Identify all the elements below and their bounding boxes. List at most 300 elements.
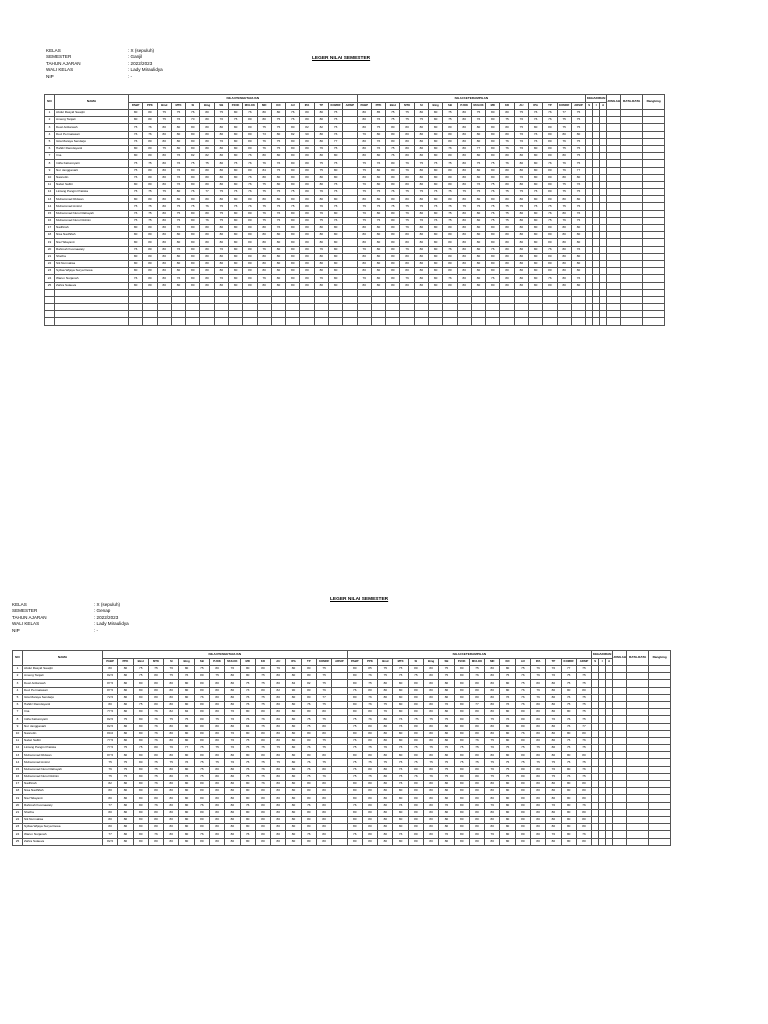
cell-nilai-pengetahuan: 80 (271, 110, 285, 117)
cell-empty (300, 296, 314, 303)
cell-nilai-pengetahuan: 80 (225, 781, 240, 788)
cell-empty (300, 289, 314, 296)
cell-nilai-pengetahuan: 80 (186, 232, 200, 239)
cell-nilai-pengetahuan: 80 (171, 189, 185, 196)
cell-nilai-pengetahuan: 80 (240, 809, 255, 816)
cell-nilai-keterampilan: 75 (443, 110, 457, 117)
cell-nilai-pengetahuan: 80 (316, 795, 331, 802)
cell-nilai-keterampilan: 75 (528, 189, 542, 196)
cell-nilai-keterampilan: 80 (400, 124, 414, 131)
cell-nilai-keterampilan: 80 (557, 268, 571, 275)
cell-nilai-pengetahuan: 82 (200, 153, 214, 160)
cell-nilai-keterampilan: 80 (500, 795, 515, 802)
cell-empty (314, 304, 328, 311)
cell-nilai-keterampilan: 80 (347, 694, 362, 701)
cell-nilai-keterampilan: 80 (514, 232, 528, 239)
table-row (45, 110, 665, 117)
cell-empty (300, 304, 314, 311)
cell-nilai-keterampilan: 80 (408, 737, 423, 744)
cell-empty (300, 311, 314, 318)
cell-empty (592, 709, 599, 716)
cell-nilai-keterampilan: 80 (424, 809, 439, 816)
cell-nilai-keterampilan: 80 (469, 752, 484, 759)
cell-nilai-keterampilan: 80 (443, 282, 457, 289)
cell-empty (186, 304, 200, 311)
cell-nilai-keterampilan: 80 (408, 666, 423, 673)
cell-nilai-pengetahuan: 75 (286, 189, 300, 196)
cell-nilai-pengetahuan: 75 (209, 673, 224, 680)
cell-empty (613, 781, 627, 788)
cell-empty (649, 824, 671, 831)
cell-nilai-keterampilan: 75 (571, 160, 585, 167)
cell-nilai-keterampilan: 80 (378, 694, 393, 701)
cell-empty (471, 318, 485, 325)
cell-nilai-keterampilan: 80 (486, 131, 500, 138)
cell-nilai-keterampilan: 80 (514, 260, 528, 267)
cell-nilai-keterampilan: 76 (485, 766, 500, 773)
cell-nilai-pengetahuan: 76 (314, 203, 328, 210)
cell-nilai-keterampilan: 80 (486, 225, 500, 232)
cell-nilai-pengetahuan: 80 (271, 766, 286, 773)
cell-nilai-keterampilan: 76 (400, 210, 414, 217)
header-subject: ARSIP (576, 659, 591, 666)
cell-nilai-pengetahuan: 75 (143, 160, 157, 167)
cell-nilai-pengetahuan: 80 (200, 124, 214, 131)
cell-empty (643, 225, 665, 232)
cell-nilai-pengetahuan: 80 (171, 232, 185, 239)
cell-empty (286, 296, 300, 303)
cell-nilai-pengetahuan: 80 (200, 174, 214, 181)
cell-nilai-keterampilan: 80 (454, 680, 469, 687)
cell-empty (592, 666, 599, 673)
cell-empty (606, 824, 613, 831)
cell-empty (600, 318, 607, 325)
cell-nilai-pengetahuan: 80 (286, 795, 301, 802)
cell-nilai-pengetahuan: 80 (271, 246, 285, 253)
cell-nilai-pengetahuan: 80 (200, 260, 214, 267)
cell-empty (200, 296, 214, 303)
table-row (13, 723, 671, 730)
cell-nilai-keterampilan: 80 (454, 773, 469, 780)
cell-nilai-pengetahuan: 80 (194, 752, 209, 759)
cell-empty (643, 289, 665, 296)
cell-nilai-keterampilan: 80 (515, 809, 530, 816)
cell-nilai-keterampilan: 80 (543, 189, 557, 196)
cell-nilai-keterampilan: 80 (557, 232, 571, 239)
cell-nilai-pengetahuan: 80 (286, 253, 300, 260)
cell-nilai-pengetahuan: 80 (194, 730, 209, 737)
cell-nilai-pengetahuan (343, 131, 357, 138)
cell-nilai-pengetahuan: 80 (209, 723, 224, 730)
cell-nilai-keterampilan: 77 (561, 666, 576, 673)
cell-nilai-pengetahuan: 75 (194, 745, 209, 752)
cell-nilai-pengetahuan: 80 (240, 730, 255, 737)
cell-nilai-keterampilan: 80 (454, 816, 469, 823)
cell-nilai-pengetahuan: 80 (257, 282, 271, 289)
cell-empty (600, 124, 607, 131)
cell-nilai-pengetahuan (343, 239, 357, 246)
cell-nilai-pengetahuan: 75 (255, 723, 270, 730)
cell-nilai-keterampilan: 76 (362, 701, 377, 708)
cell-no: 19 (13, 795, 23, 802)
cell-no: 5 (13, 694, 23, 701)
cell-empty (613, 759, 627, 766)
cell-nilai-keterampilan: 80 (457, 138, 471, 145)
cell-nilai-keterampilan: 75 (429, 160, 443, 167)
cell-nilai-keterampilan: 80 (357, 117, 371, 124)
cell-empty (500, 311, 514, 318)
cell-nilai-pengetahuan (343, 160, 357, 167)
cell-nilai-keterampilan: 80 (378, 773, 393, 780)
header-subject: Bing (424, 659, 439, 666)
cell-nilai-keterampilan: 80 (386, 239, 400, 246)
cell-nilai-pengetahuan: 80 (314, 153, 328, 160)
cell-nilai-pengetahuan: 75 (255, 673, 270, 680)
cell-nilai-pengetahuan: 80 (286, 260, 300, 267)
cell-nilai-pengetahuan: 80 (255, 752, 270, 759)
cell-nilai-keterampilan: 80 (457, 145, 471, 152)
cell-nilai-keterampilan: 80 (386, 268, 400, 275)
cell-nilai-keterampilan: 75 (557, 145, 571, 152)
cell-nilai-pengetahuan: 80 (118, 673, 133, 680)
cell-empty (643, 210, 665, 217)
cell-nilai-keterampilan: 75 (514, 189, 528, 196)
cell-nilai-pengetahuan: 80 (255, 788, 270, 795)
cell-nilai-keterampilan: 80 (515, 716, 530, 723)
cell-nilai-keterampilan: 80 (414, 124, 428, 131)
table-row (13, 766, 671, 773)
table-row (13, 809, 671, 816)
header-subject: ARSIP (343, 103, 357, 110)
cell-nilai-keterampilan: 76 (485, 831, 500, 838)
header-rangking: Rangking (643, 95, 665, 110)
cell-nilai-pengetahuan: 80 (301, 788, 316, 795)
cell-nilai-keterampilan: 80 (347, 838, 362, 845)
cell-nilai-keterampilan: 75 (561, 673, 576, 680)
table-row (45, 232, 665, 239)
cell-nilai-keterampilan: 80 (386, 138, 400, 145)
cell-nilai-keterampilan: 80 (486, 174, 500, 181)
cell-nilai-keterampilan: 75 (386, 117, 400, 124)
cell-nilai-keterampilan: 80 (528, 253, 542, 260)
cell-empty (600, 153, 607, 160)
cell-nilai-pengetahuan: 80 (328, 260, 342, 267)
cell-nilai-keterampilan: 80 (515, 824, 530, 831)
cell-nilai-pengetahuan: 80 (228, 232, 242, 239)
cell-nilai-keterampilan: 80 (439, 809, 454, 816)
cell-nilai-keterampilan: 80 (457, 282, 471, 289)
cell-nilai-keterampilan: 76 (528, 117, 542, 124)
cell-empty (586, 232, 593, 239)
header-subject: TP (314, 103, 328, 110)
header-subject: TP (543, 103, 557, 110)
cell-empty (528, 296, 542, 303)
cell-nilai-pengetahuan: 80 (171, 268, 185, 275)
header-subject: PPK (143, 103, 157, 110)
info-value: : 2022/2023 (94, 614, 119, 620)
cell-nilai-keterampilan: 80 (561, 824, 576, 831)
cell-nilai-keterampilan: 80 (393, 795, 408, 802)
cell-nilai-keterampilan: 80 (429, 253, 443, 260)
cell-nilai-keterampilan: 80 (500, 680, 515, 687)
cell-nama: Nasrudin (55, 174, 129, 181)
cell-nilai-pengetahuan: 75 (314, 160, 328, 167)
cell-nilai-pengetahuan: 76 (171, 275, 185, 282)
cell-empty (371, 289, 385, 296)
cell-empty (643, 282, 665, 289)
cell-nilai-pengetahuan: 76 (143, 124, 157, 131)
cell-nama: Hafidz Ramdayanti (23, 701, 103, 708)
cell-nilai-keterampilan: 80 (347, 781, 362, 788)
cell-empty (643, 110, 665, 117)
cell-nama: Nur Jangganarti (55, 167, 129, 174)
cell-empty (607, 246, 621, 253)
cell-nilai-keterampilan: 80 (471, 124, 485, 131)
cell-nilai-pengetahuan: 76 (148, 781, 163, 788)
cell-nilai-pengetahuan: 80 (300, 282, 314, 289)
cell-nilai-pengetahuan: 80 (271, 275, 285, 282)
cell-nilai-pengetahuan: 82 (286, 131, 300, 138)
cell-nilai-pengetahuan: 80 (286, 167, 300, 174)
cell-nilai-pengetahuan: 80 (186, 196, 200, 203)
cell-nilai-keterampilan: 80 (557, 153, 571, 160)
cell-empty (607, 217, 621, 224)
cell-nilai-pengetahuan: 80 (328, 167, 342, 174)
cell-nilai-keterampilan: 80 (557, 225, 571, 232)
info-label: KELAS (12, 602, 27, 607)
cell-nilai-pengetahuan: 80 (271, 131, 285, 138)
header-subject: PABP (103, 659, 118, 666)
cell-nilai-keterampilan: 80 (408, 752, 423, 759)
cell-empty (543, 296, 557, 303)
cell-empty (613, 816, 627, 823)
header-nilai-keterampilan: NILAI KETERAMPILAN (357, 95, 586, 103)
cell-empty (607, 174, 621, 181)
cell-nilai-pengetahuan: 77 (179, 745, 194, 752)
cell-nilai-keterampilan: 76 (485, 745, 500, 752)
cell-empty (621, 167, 643, 174)
cell-nilai-pengetahuan: 76 (171, 153, 185, 160)
cell-empty (586, 196, 593, 203)
cell-nilai-keterampilan: 80 (408, 709, 423, 716)
cell-nilai-pengetahuan: 80 (328, 282, 342, 289)
cell-no: 25 (45, 282, 55, 289)
cell-nilai-keterampilan: 75 (571, 153, 585, 160)
cell-nilai-pengetahuan (332, 709, 347, 716)
cell-nilai-pengetahuan: 80 (103, 816, 118, 823)
cell-nilai-pengetahuan: 80 (186, 138, 200, 145)
header-subject: AU (271, 659, 286, 666)
cell-nilai-pengetahuan: 76 (214, 138, 228, 145)
cell-nilai-keterampilan: 80 (424, 723, 439, 730)
header-subject: Bind (386, 103, 400, 110)
info-label: TAHUN AJARAN (12, 614, 47, 620)
cell-nilai-pengetahuan: 76 (286, 110, 300, 117)
cell-nilai-keterampilan: 80 (571, 196, 585, 203)
cell-nilai-pengetahuan: 75 (271, 217, 285, 224)
cell-nilai-keterampilan: 76 (515, 673, 530, 680)
cell-nilai-pengetahuan: 80 (286, 275, 300, 282)
cell-empty (593, 160, 600, 167)
cell-nilai-pengetahuan: 70 (214, 117, 228, 124)
cell-empty (143, 318, 157, 325)
cell-nilai-pengetahuan: 76 (171, 160, 185, 167)
cell-nama: Nabel Safitri (55, 181, 129, 188)
cell-nilai-keterampilan: 80 (514, 181, 528, 188)
cell-nilai-pengetahuan: 76 (314, 189, 328, 196)
cell-nilai-keterampilan: 80 (530, 766, 545, 773)
cell-nilai-pengetahuan: 80 (316, 809, 331, 816)
cell-nilai-pengetahuan: 80 (286, 730, 301, 737)
cell-empty (643, 117, 665, 124)
header-kehadiran: KEHADIRAN (586, 95, 607, 103)
header-subject: PJOK (209, 659, 224, 666)
cell-nilai-keterampilan: 80 (546, 816, 561, 823)
table-row (13, 745, 671, 752)
header-subject: SI (164, 659, 179, 666)
cell-nilai-keterampilan: 80 (530, 831, 545, 838)
cell-nilai-keterampilan: 80 (546, 838, 561, 845)
cell-nilai-pengetahuan: 75 (118, 716, 133, 723)
cell-nilai-pengetahuan: 76 (148, 737, 163, 744)
cell-empty (621, 318, 643, 325)
cell-nilai-keterampilan: 80 (414, 138, 428, 145)
cell-no: 6 (45, 145, 55, 152)
cell-empty (649, 716, 671, 723)
cell-nilai-keterampilan: 80 (543, 145, 557, 152)
cell-nilai-pengetahuan: 80 (164, 766, 179, 773)
cell-nilai-keterampilan: 80 (454, 752, 469, 759)
sheet-title: LEGER NILAI SEMESTER (312, 56, 371, 61)
cell-nilai-keterampilan: 80 (457, 110, 471, 117)
cell-nilai-pengetahuan: 80 (209, 809, 224, 816)
cell-nilai-pengetahuan: 80 (148, 788, 163, 795)
cell-nilai-pengetahuan: 80 (301, 781, 316, 788)
cell-no: 15 (13, 766, 23, 773)
cell-nilai-keterampilan: 80 (408, 687, 423, 694)
cell-no: 21 (13, 809, 23, 816)
cell-nilai-pengetahuan: 80 (240, 795, 255, 802)
cell-nilai-keterampilan: 76 (486, 275, 500, 282)
cell-empty (627, 752, 649, 759)
cell-empty (606, 701, 613, 708)
cell-empty (621, 196, 643, 203)
cell-empty (606, 752, 613, 759)
cell-empty (607, 160, 621, 167)
cell-nilai-pengetahuan: 80 (271, 802, 286, 809)
cell-empty (643, 260, 665, 267)
cell-nilai-keterampilan: 80 (408, 795, 423, 802)
cell-nilai-keterampilan: 75 (576, 701, 591, 708)
cell-nilai-pengetahuan: 80 (194, 788, 209, 795)
cell-empty (599, 838, 606, 845)
cell-no: 20 (45, 246, 55, 253)
cell-empty (607, 239, 621, 246)
cell-nilai-keterampilan: 80 (457, 153, 471, 160)
cell-empty (286, 311, 300, 318)
cell-nilai-pengetahuan: 75 (214, 217, 228, 224)
cell-nilai-pengetahuan: 75 (171, 110, 185, 117)
cell-nilai-keterampilan: 80 (515, 773, 530, 780)
cell-nilai-pengetahuan: 80 (148, 745, 163, 752)
cell-nilai-keterampilan: 76 (500, 160, 514, 167)
cell-nilai-pengetahuan: 80 (240, 709, 255, 716)
cell-no: 12 (45, 189, 55, 196)
cell-nama: Muhammad Ridwan (23, 752, 103, 759)
cell-empty (514, 318, 528, 325)
cell-empty (606, 666, 613, 673)
cell-empty (543, 311, 557, 318)
cell-nilai-keterampilan: 80 (378, 723, 393, 730)
cell-nilai-pengetahuan: 76 (225, 666, 240, 673)
cell-nilai-pengetahuan: 75 (129, 124, 143, 131)
cell-nilai-pengetahuan: 76 (257, 275, 271, 282)
cell-nilai-keterampilan: 75 (439, 773, 454, 780)
cell-nilai-pengetahuan: 80 (243, 131, 257, 138)
cell-nilai-keterampilan: 75 (576, 673, 591, 680)
cell-empty (443, 318, 457, 325)
cell-nilai-keterampilan: 80 (500, 260, 514, 267)
table-row (13, 795, 671, 802)
cell-empty (606, 795, 613, 802)
cell-nilai-pengetahuan: 75 (194, 759, 209, 766)
cell-empty (643, 246, 665, 253)
header-subject: SB (439, 659, 454, 666)
cell-nilai-pengetahuan: 80 (228, 124, 242, 131)
cell-empty (649, 666, 671, 673)
cell-empty (593, 260, 600, 267)
cell-nilai-keterampilan: 80 (469, 723, 484, 730)
cell-empty (649, 709, 671, 716)
cell-empty (557, 304, 571, 311)
cell-empty (271, 304, 285, 311)
cell-nilai-keterampilan: 80 (393, 816, 408, 823)
cell-nilai-pengetahuan: 80 (214, 282, 228, 289)
cell-nilai-pengetahuan: 80 (143, 196, 157, 203)
header-row-subjects (13, 659, 671, 666)
cell-nilai-keterampilan: 76 (515, 701, 530, 708)
cell-empty (649, 730, 671, 737)
cell-nilai-pengetahuan: 82 (314, 124, 328, 131)
cell-nilai-pengetahuan: 80 (200, 110, 214, 117)
cell-nilai-keterampilan: 76 (439, 701, 454, 708)
header-subject: Bing (200, 103, 214, 110)
cell-empty (627, 680, 649, 687)
cell-nilai-pengetahuan: 80 (243, 138, 257, 145)
cell-nilai-keterampilan: 80 (500, 781, 515, 788)
cell-nilai-pengetahuan: 80 (225, 766, 240, 773)
cell-no: 23 (13, 824, 23, 831)
cell-empty (606, 723, 613, 730)
cell-empty (592, 831, 599, 838)
cell-nilai-keterampilan: 75 (471, 160, 485, 167)
cell-empty (129, 296, 143, 303)
cell-empty (443, 289, 457, 296)
cell-nilai-pengetahuan: 80 (225, 673, 240, 680)
cell-nilai-keterampilan: 80 (561, 809, 576, 816)
cell-nilai-keterampilan: 76 (561, 723, 576, 730)
info-value: : Ganjil (128, 54, 143, 60)
cell-nilai-pengetahuan: 80 (118, 824, 133, 831)
cell-empty (443, 304, 457, 311)
cell-nilai-pengetahuan: 80 (240, 666, 255, 673)
cell-empty (621, 260, 643, 267)
cell-nilai-keterampilan: 75 (515, 745, 530, 752)
cell-nilai-pengetahuan: 76 (164, 745, 179, 752)
cell-nilai-pengetahuan: 76 (129, 210, 143, 217)
cell-empty (593, 304, 600, 311)
cell-nilai-pengetahuan: 75 (157, 145, 171, 152)
